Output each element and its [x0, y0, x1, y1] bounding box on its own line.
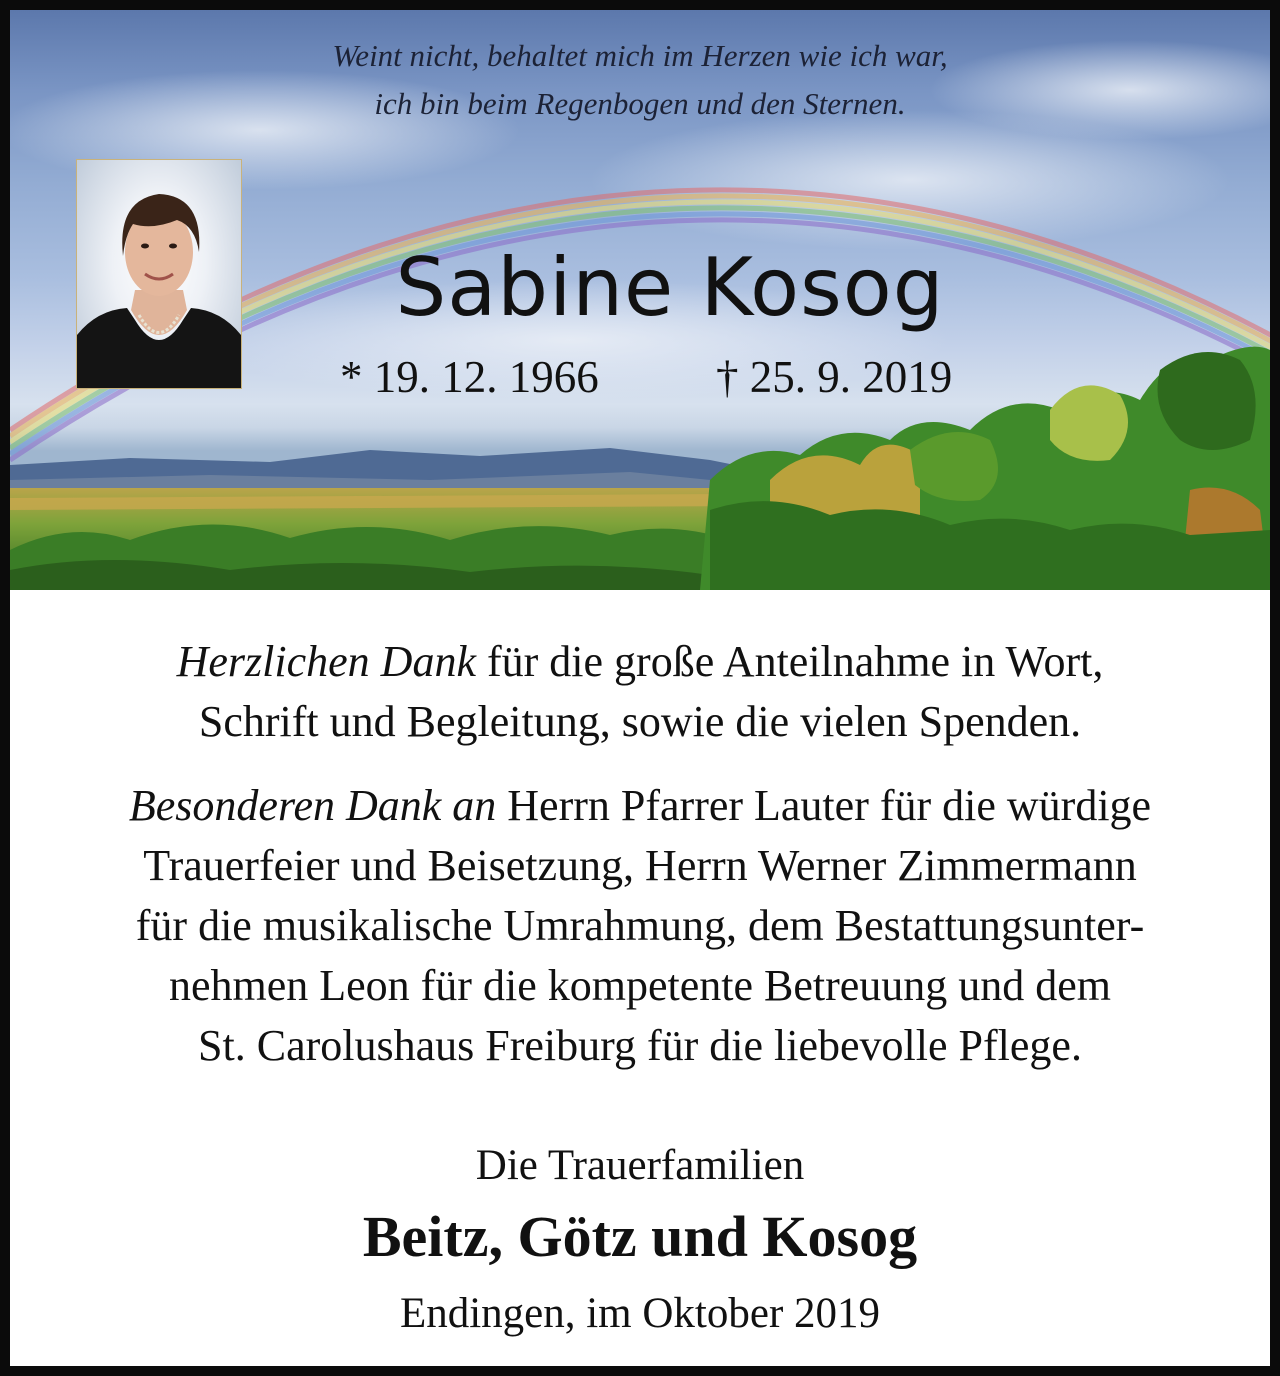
- thanks-p2-line-2: Trauerfeier und Beisetzung, Herrn Werner Zimmermann: [143, 841, 1137, 890]
- thanks-paragraph-2: [10, 776, 1270, 1076]
- thanks-p2-emphasis: Besonderen Dank an: [128, 781, 497, 830]
- thanks-p2-line-3: für die musikalische Umrahmung, dem Bestattungsunter-: [135, 901, 1145, 950]
- thanks-p2-line-1-rest: Herrn Pfarrer Lauter für die würdige: [496, 781, 1152, 830]
- thanks-p2-line-1: [10, 776, 1270, 836]
- thanks-paragraph-1: [10, 632, 1270, 752]
- thanks-p2-line-4: nehmen Leon für die kompetente Betreuung und dem: [168, 961, 1112, 1010]
- portrait-photo: [76, 159, 242, 389]
- thanks-p1-line-1: [10, 632, 1270, 692]
- thanks-p2-line-5: St. Carolushaus Freiburg für die liebevolle Pflege.: [198, 1021, 1082, 1070]
- person-portrait-icon: [77, 160, 241, 388]
- verse-line-1: Weint nicht, behaltet mich im Herzen wie ich war,: [332, 38, 948, 73]
- rainbow-landscape-image: [10, 10, 1270, 590]
- thanks-p1-emphasis: Herzlichen Dank: [176, 637, 476, 686]
- thanks-p1-line-1-rest: für die große Anteilnahme in Wort,: [475, 637, 1104, 686]
- signature-place-date: Endingen, im Oktober 2019: [399, 1290, 881, 1337]
- deceased-name: Sabine Kosog: [395, 241, 945, 334]
- verse-line-2: ich bin beim Regenbogen und den Sternen.: [374, 86, 906, 121]
- thanks-p1-line-2: Schrift und Begleitung, sowie die vielen Spenden.: [198, 697, 1082, 746]
- signature-intro: Die Trauerfamilien: [475, 1142, 805, 1189]
- birth-date: * 19. 12. 1966: [340, 352, 599, 402]
- memorial-verse: [190, 32, 1090, 128]
- signature-families: Beitz, Götz und Kosog: [362, 1204, 918, 1269]
- death-date: † 25. 9. 2019: [716, 352, 953, 402]
